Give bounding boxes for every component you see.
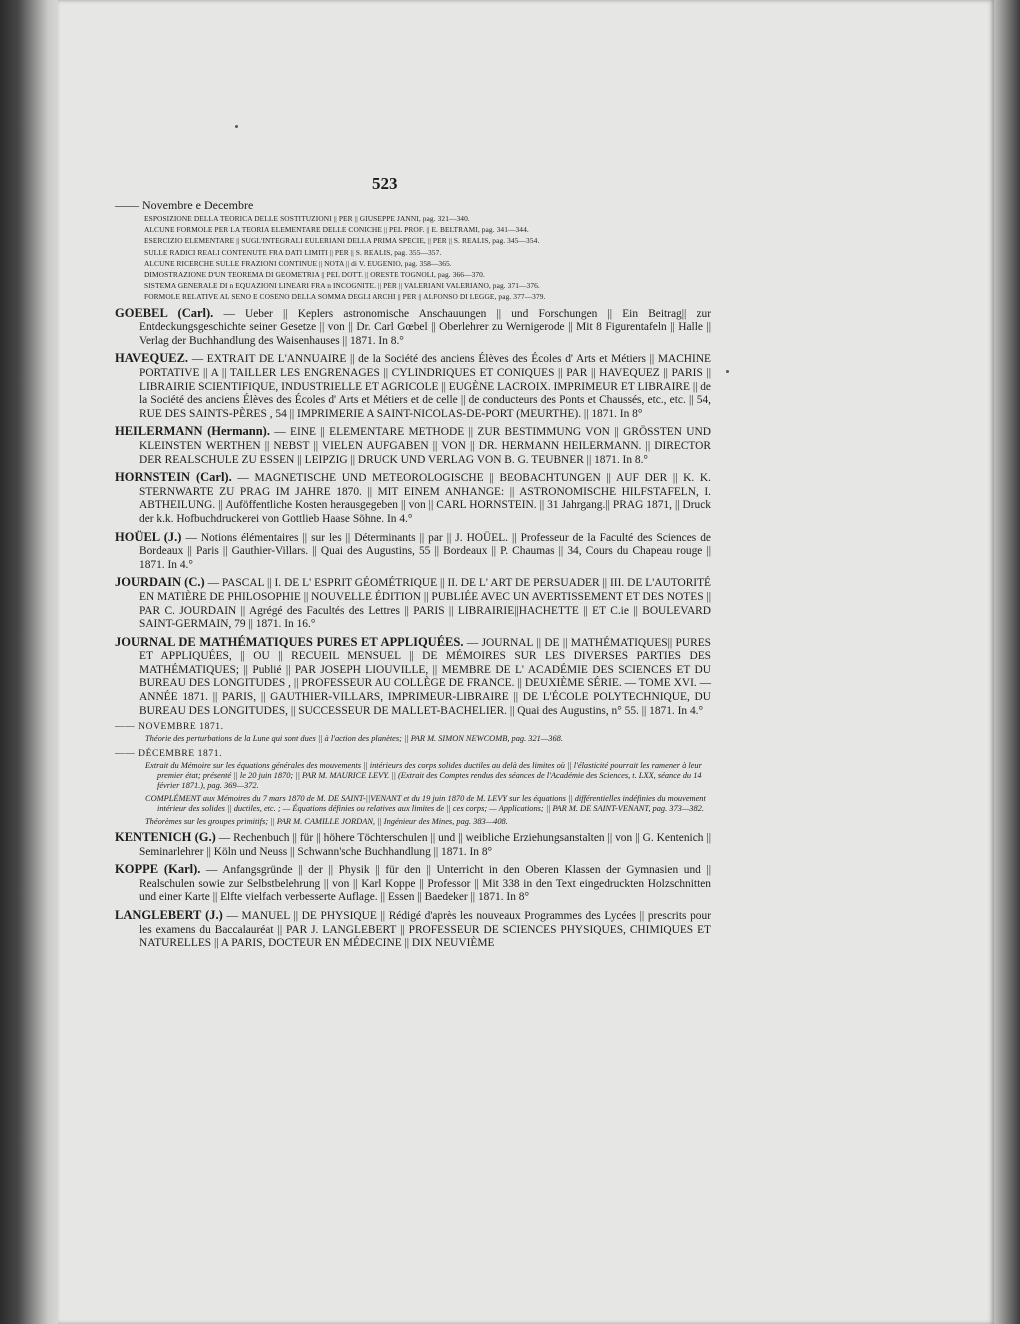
- article-entry: Théorèmes sur les groupes primitifs; || PAR M. CAMILLE JORDAN, || Ingénieur des Mines, pag. 383—408.: [145, 816, 508, 826]
- bibliography-entry: [115, 576, 711, 631]
- bibliography-entry: [115, 307, 711, 349]
- page-number: 523: [372, 174, 398, 193]
- sub-entry: FORMOLE RELATIVE AL SENO E COSENO DELLA SOMMA DEGLI ARCHI || PER || ALFONSO DI LEGGE, pag. 377—379.: [144, 292, 546, 302]
- sub-entry: ALCUNE FORMOLE PER LA TEORIA ELEMENTARE DELLE CONICHE || PEL PROF. || E. BELTRAMI, pag. 341—344.: [144, 225, 529, 235]
- issue-heading-december: —— DÉCEMBRE 1871.: [115, 748, 223, 759]
- entry-body: — Ueber || Keplers astronomische Anschauungen || und Forschungen || Ein Beitrag|| zur Entdeckungsgeschichte seiner Gesetze || von || Dr. Carl Gœbel || Oberlehrer zu Wernigerode || Mit 8 Figurentafeln || Halle || Verlag der Buchhandlung des Waisenhauses || 1871. In 8.°: [139, 307, 711, 347]
- section-heading: —— Novembre e Decembre: [115, 198, 254, 212]
- page-content: [115, 172, 711, 951]
- entry-body: — EINE || ELEMENTARE METHODE || ZUR BESTIMMUNG VON || GRÖSSTEN UND KLEINSTEN WERTHEN || NEBST || VIELEN AUFGABEN || VON || DR. HERMANN HEILERMANN. || DIRECTOR DER REALSCHULE ZU ESSEN || LEIPZIG || DRUCK UND VERLAG VON B. G. TEUBNER || 1871. In 8.°: [139, 426, 711, 466]
- entry-author: JOURDAIN (C.): [115, 575, 205, 590]
- entry-body: — MANUEL || DE PHYSIQUE || Rédigé d'après les nouveaux Programmes des Lycées || prescrits pour les examens du Baccalauréat || PAR J. LANGLEBERT || PROFESSEUR DE SCIENCES PHYSIQUES, CHIMIQUES ET NATURELLES || A PARIS, DOCTEUR EN MÉDECINE || DIX NEUVIÈME: [139, 910, 711, 950]
- entry-author: KENTENICH (G.): [115, 830, 216, 845]
- bibliography-entry: [115, 863, 711, 905]
- issue-heading-november: —— NOVEMBRE 1871.: [115, 722, 224, 733]
- sub-entry: ESERCIZIO ELEMENTARE || SUGL'INTEGRALI EULERIANI DELLA PRIMA SPECIE, || PER || S. REALIS, pag. 345—354.: [144, 236, 540, 246]
- entry-author: JOURNAL DE MATHÉMATIQUES PURES ET APPLIQUÉES.: [115, 634, 464, 649]
- sub-entry: SULLE RADICI REALI CONTENUTE FRA DATI LIMITI || PER || S. REALIS, pag. 355—357.: [144, 247, 442, 257]
- bibliography-entry: [115, 636, 711, 719]
- article-entry: Extrait du Mémoire sur les équations générales des mouvements || intérieurs des corps solides ductiles au delà des limites où || l'élasticité pourrait les ramener à leur premier état; présenté || le 20 juin 1870; || PAR M. MAURICE LEVY. || (Extrait des Comptes rendus des séances de l'Académie des Sciences, t. LXX, séance du 14 février 1871.), pag. 369—372.: [145, 760, 702, 791]
- entry-body: — EXTRAIT DE L'ANNUAIRE || de la Société des anciens Élèves des Écoles d' Arts et Métiers || MACHINE PORTATIVE || A || TAILLER LES ENGRENAGES || CYLINDRIQUES ET CONIQUES || PAR || HAVEQUEZ || PARIS || LIBRAIRIE SCIENTIFIQUE, INDUSTRIELLE ET AGRICOLE || EUGÈNE LACROIX. IMPRIMEUR ET LIBRAIRE || de la Société des anciens Élèves des Écoles d' Arts et Métiers et de celle || de conducteurs des Ponts et Chaussés, etc., etc. || 54, RUE DES SAINTS-PÈRES , 54 || IMPRIMERIE A SAINT-NICOLAS-DE-PORT (MEURTHE). || 1871. In 8°: [139, 353, 711, 420]
- entry-author: HORNSTEIN (Carl).: [115, 470, 232, 485]
- entry-author: LANGLEBERT (J.): [115, 908, 223, 923]
- entry-body: — Anfangsgründe || der || Physik || für den || Unterricht in den Oberen Klassen der Gymnasien und || Realschulen sowie zur Selbstbelehrung || von || Karl Koppe || Professor || Mit 338 in den Text eingedruckten Holzschnitten und einer Karte || Elfte vielfach verbesserte Auflage. || Essen || Baedeker || 1871. In 8°: [139, 864, 711, 904]
- entry-body: — Notions élémentaires || sur les || Déterminants || par || J. HOÜEL. || Professeur de la Faculté des Sciences de Bordeaux || Paris || Gauthier-Villars. || Quai des Augustins, 55 || Bordeaux || P. Chaumas || 34, Cours du Chapeau rouge || 1871. In 4.°: [139, 531, 711, 571]
- sub-entry-list: [115, 213, 711, 303]
- sub-entry: ALCUNE RICERCHE SULLE FRAZIONI CONTINUE || NOTA || di V. EUGENIO, pag. 358—365.: [144, 258, 452, 268]
- sub-entry: ESPOSIZIONE DELLA TEORICA DELLE SOSTITUZIONI || PER || GIUSEPPE JANNI, pag. 321—340.: [144, 214, 470, 223]
- entry-author: HAVEQUEZ.: [115, 351, 189, 366]
- paper-speck: [726, 370, 729, 373]
- sub-entry: DIMOSTRAZIONE D'UN TEOREMA DI GEOMETRIA || PEL DOTT. || ORESTE TOGNOLI, pag. 366—370.: [144, 270, 485, 280]
- entry-author: KOPPE (Karl).: [115, 862, 201, 877]
- book-spine: [0, 0, 62, 1324]
- entry-author: HEILERMANN (Hermann).: [115, 424, 270, 439]
- bibliography-entry: [115, 531, 711, 573]
- sub-entry: SISTEMA GENERALE DI n EQUAZIONI LINEARI FRA n INCOGNITE. || PER || VALERIANI VALERIANO, pag. 371—376.: [144, 281, 540, 291]
- entry-author: GOEBEL (Carl).: [115, 305, 214, 320]
- bibliography-entry: [115, 909, 711, 951]
- entry-body: — MAGNETISCHE UND METEOROLOGISCHE || BEOBACHTUNGEN || AUF DER || K. K. STERNWARTE ZU PRAG IM JAHRE 1870. || MIT EINEM ANHANGE: || ASTRONOMISCHE HILFSTAFELN, I. ABTHEILUNG. || Auföffentliche Kosten herausgegeben || von || CARL HORNSTEIN. || 31 Jahrgang.|| PRAG 1871, || Druck der k.k. Hofbuchdruckerei von Gottlieb Haase Söhne. In 4.°: [139, 472, 711, 525]
- entry-body: — Rechenbuch || für || höhere Töchterschulen || und || weibliche Erziehungsanstalten || von || G. Kentenich || Seminarlehrer || Köln und Neuss || Schwann'sche Buchhandlung || 1871. In 8°: [139, 832, 711, 858]
- page-edge: [994, 0, 1020, 1324]
- article-entry: Théorie des perturbations de la Lune qui sont dues || à l'action des planètes; || PAR M. SIMON NEWCOMB, pag. 321—368.: [145, 734, 563, 744]
- bibliography-entry: [115, 831, 711, 859]
- entry-author: HOÜEL (J.): [115, 529, 182, 544]
- bibliography-entry: [115, 425, 711, 467]
- bibliography-entry: [115, 352, 711, 421]
- entry-body: — JOURNAL || DE || MATHÉMATIQUES|| PURES ET APPLIQUÉES, || OU || RECUEIL MENSUEL || DE MÉMOIRES SUR LES DIVERSES PARTIES DES MATHÉMATIQUES; || Publié || PAR JOSEPH LIOUVILLE, || MEMBRE DE L' ACADÉMIE DES SCIENCES ET DU BUREAU DES LONGITUDES , || PROFESSEUR AU COLLÈGE DE FRANCE. || DEUXIÈME SÉRIE. — TOME XVI. — ANNÉE 1871. || PARIS, || GAUTHIER-VILLARS, IMPRIMEUR-LIBRAIRE || DE L'ÉCOLE POLYTECHNIQUE, DU BUREAU DES LONGITUDES, || SUCCESSEUR DE MALLET-BACHELIER. || Quai des Augustins, n° 55. || 1871. In 4.°: [139, 636, 711, 717]
- entry-body: — PASCAL || I. DE L' ESPRIT GÉOMÉTRIQUE || II. DE L' ART DE PERSUADER || III. DE L'AUTORITÉ EN MATIÈRE DE PHILOSOPHIE || NOUVELLE ÉDITION || PUBLIÉE AVEC UN AVERTISSEMENT ET DES NOTES || PAR C. JOURDAIN || Agrégé des Facultés des Lettres || PARIS || LIBRAIRIE||HACHETTE || ET C.ie || BOULEVARD SAINT-GERMAIN, 79 || 1871. In 16.°: [139, 577, 712, 631]
- bibliography-entry: [115, 471, 711, 526]
- paper-speck: [235, 125, 238, 128]
- article-entry: COMPLÉMENT aux Mémoires du 7 mars 1870 de M. DE SAINT-||VENANT et du 19 juin 1870 de M. LEVY sur les équations || différentielles indéfinies du mouvement intérieur des solides || ductiles, etc. ; — Équations définies ou relatives aux limites de || ces corps; — Applications; || PAR M. DE SAINT-VENANT, pag. 373—382.: [145, 793, 706, 814]
